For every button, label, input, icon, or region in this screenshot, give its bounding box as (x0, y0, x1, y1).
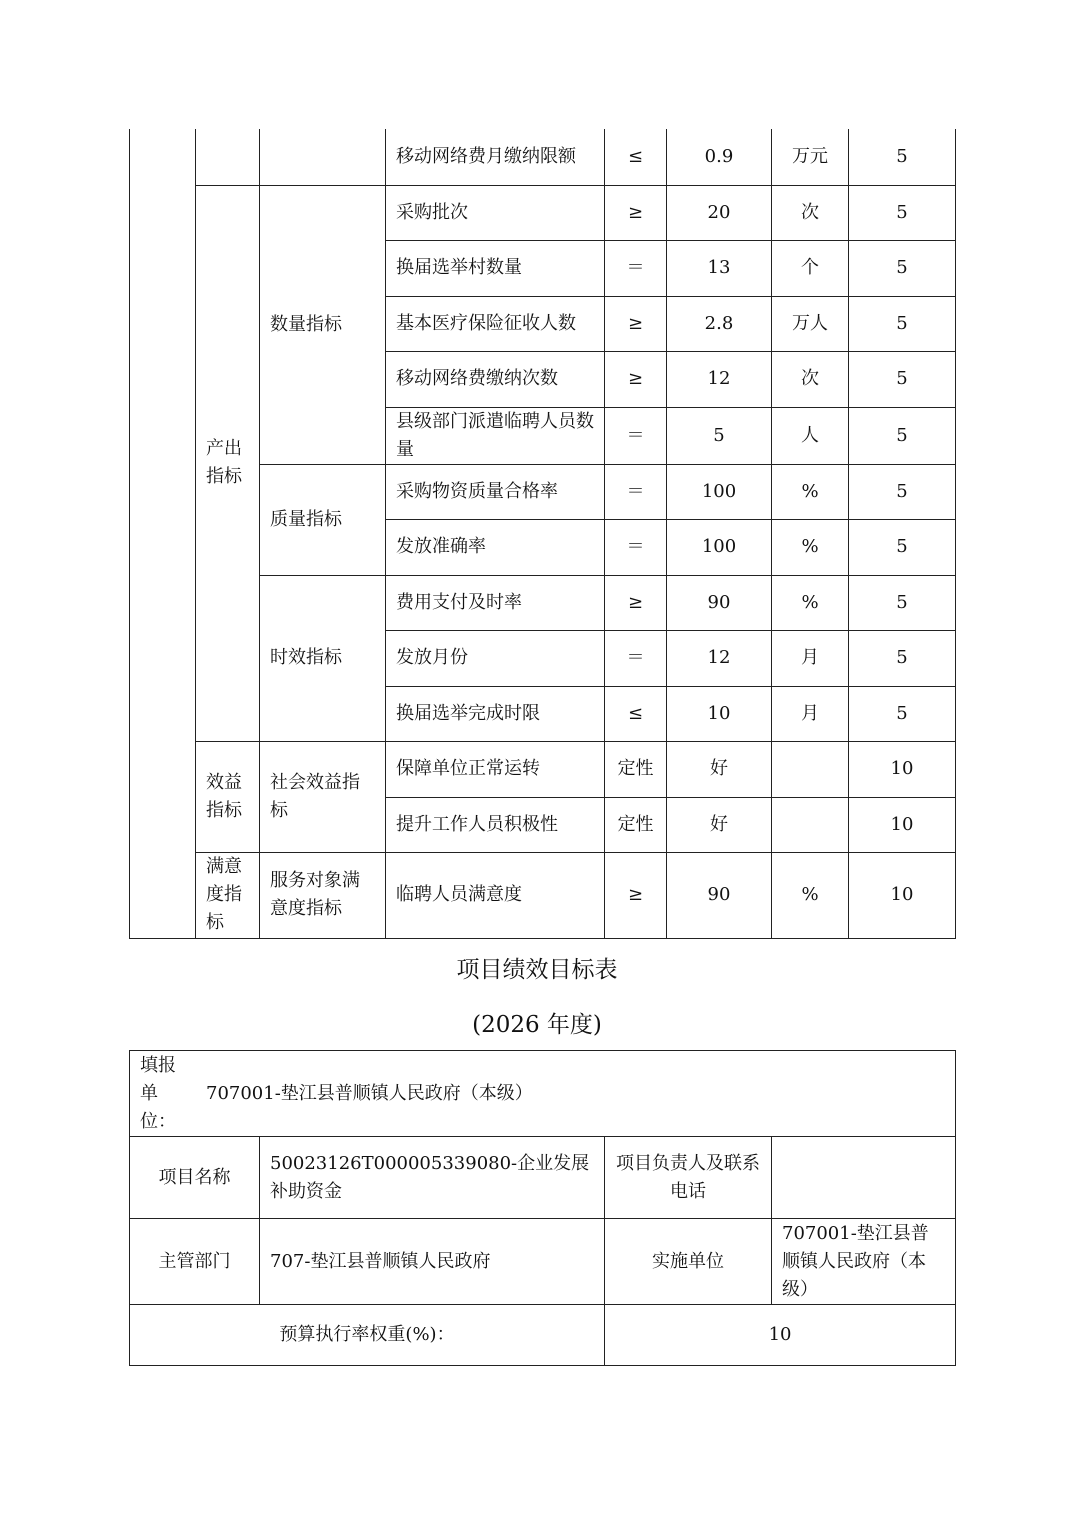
value-cell: 90 (667, 852, 772, 938)
project-name-value: 50023126T000005339080-企业发展补助资金 (260, 1137, 605, 1219)
operator-cell: 定性 (605, 741, 667, 797)
page-title: 项目绩效目标表 (456, 957, 618, 983)
operator-cell: ≥ (605, 351, 667, 407)
operator-cell: ≥ (605, 575, 667, 630)
value-cell: 20 (667, 185, 772, 240)
table-row (130, 1137, 956, 1219)
value-cell: 好 (667, 797, 772, 852)
dept-value: 707-垫江县普顺镇人民政府 (260, 1219, 605, 1305)
table-row (130, 1305, 956, 1366)
unit-cell: 次 (772, 351, 849, 407)
value-cell: 100 (667, 519, 772, 575)
table-row (130, 1219, 956, 1305)
year-subtitle: (2026 年度) (472, 1012, 602, 1038)
metric-cell: 采购物资质量合格率 (386, 464, 605, 519)
level1-satisfaction-cell: 满意度指标 (196, 852, 260, 938)
value-cell: 90 (667, 575, 772, 630)
metric-cell: 发放准确率 (386, 519, 605, 575)
metric-cell: 采购批次 (386, 185, 605, 240)
operator-cell: ＝ (605, 240, 667, 296)
metric-cell: 基本医疗保险征收人数 (386, 296, 605, 351)
level2-service-cell: 服务对象满意度指标 (260, 852, 386, 938)
score-cell: 10 (849, 797, 956, 852)
table-row (130, 852, 956, 938)
score-cell: 5 (849, 630, 956, 686)
project-info-table (129, 1050, 956, 1366)
level1-output-cell: 产出指标 (196, 185, 260, 741)
operator-cell: ＝ (605, 464, 667, 519)
value-cell: 0.9 (667, 129, 772, 185)
metric-cell: 费用支付及时率 (386, 575, 605, 630)
empty-cell (196, 129, 260, 185)
value-cell: 5 (667, 407, 772, 464)
budget-value: 10 (605, 1305, 956, 1366)
operator-cell: ≤ (605, 686, 667, 741)
unit-cell: 个 (772, 240, 849, 296)
table-row (130, 1051, 956, 1137)
reporting-unit-value: 707001-垫江县普顺镇人民政府（本级） (206, 1082, 533, 1104)
contact-label: 项目负责人及联系电话 (605, 1137, 772, 1219)
unit-cell: 月 (772, 630, 849, 686)
budget-label: 预算执行率权重(%)： (130, 1305, 605, 1366)
operator-cell: ＝ (605, 519, 667, 575)
score-cell: 5 (849, 240, 956, 296)
empty-cell (130, 129, 196, 938)
score-cell: 10 (849, 852, 956, 938)
unit-cell: 万人 (772, 296, 849, 351)
operator-cell: ≥ (605, 296, 667, 351)
level2-quality-cell: 质量指标 (260, 464, 386, 575)
performance-indicator-table (129, 129, 956, 939)
value-cell: 好 (667, 741, 772, 797)
unit-cell: 次 (772, 185, 849, 240)
score-cell: 5 (849, 464, 956, 519)
metric-cell: 保障单位正常运转 (386, 741, 605, 797)
unit-cell (772, 741, 849, 797)
metric-cell: 移动网络费月缴纳限额 (386, 129, 605, 185)
value-cell: 12 (667, 351, 772, 407)
dept-label: 主管部门 (130, 1219, 260, 1305)
level2-quantity-cell: 数量指标 (260, 185, 386, 464)
metric-cell: 移动网络费缴纳次数 (386, 351, 605, 407)
score-cell: 5 (849, 575, 956, 630)
metric-cell: 发放月份 (386, 630, 605, 686)
contact-value (772, 1137, 956, 1219)
unit-cell: 人 (772, 407, 849, 464)
operator-cell: ≤ (605, 129, 667, 185)
metric-cell: 临聘人员满意度 (386, 852, 605, 938)
metric-cell: 提升工作人员积极性 (386, 797, 605, 852)
value-cell: 10 (667, 686, 772, 741)
score-cell: 5 (849, 129, 956, 185)
value-cell: 2.8 (667, 296, 772, 351)
value-cell: 12 (667, 630, 772, 686)
impl-label: 实施单位 (605, 1219, 772, 1305)
operator-cell: ≥ (605, 852, 667, 938)
level2-social-cell: 社会效益指标 (260, 741, 386, 852)
score-cell: 5 (849, 296, 956, 351)
reporting-unit-cell (130, 1051, 956, 1137)
empty-cell (260, 129, 386, 185)
score-cell: 10 (849, 741, 956, 797)
unit-cell: 月 (772, 686, 849, 741)
unit-cell: 万元 (772, 129, 849, 185)
score-cell: 5 (849, 686, 956, 741)
score-cell: 5 (849, 519, 956, 575)
score-cell: 5 (849, 351, 956, 407)
unit-cell: % (772, 464, 849, 519)
reporting-unit-label: 填报单位： (140, 1054, 176, 1132)
unit-cell (772, 797, 849, 852)
level1-benefit-cell: 效益指标 (196, 741, 260, 852)
score-cell: 5 (849, 185, 956, 240)
metric-cell: 换届选举村数量 (386, 240, 605, 296)
value-cell: 13 (667, 240, 772, 296)
table-row (130, 741, 956, 797)
operator-cell: ≥ (605, 185, 667, 240)
operator-cell: ＝ (605, 407, 667, 464)
score-cell: 5 (849, 407, 956, 464)
operator-cell: ＝ (605, 630, 667, 686)
unit-cell: % (772, 575, 849, 630)
value-cell: 100 (667, 464, 772, 519)
table-row (130, 185, 956, 240)
metric-cell: 换届选举完成时限 (386, 686, 605, 741)
project-name-label: 项目名称 (130, 1137, 260, 1219)
level2-timeliness-cell: 时效指标 (260, 575, 386, 741)
unit-cell: % (772, 852, 849, 938)
impl-value: 707001-垫江县普顺镇人民政府（本级） (772, 1219, 956, 1305)
operator-cell: 定性 (605, 797, 667, 852)
table-row (130, 129, 956, 185)
metric-cell: 县级部门派遣临聘人员数量 (386, 407, 605, 464)
unit-cell: % (772, 519, 849, 575)
